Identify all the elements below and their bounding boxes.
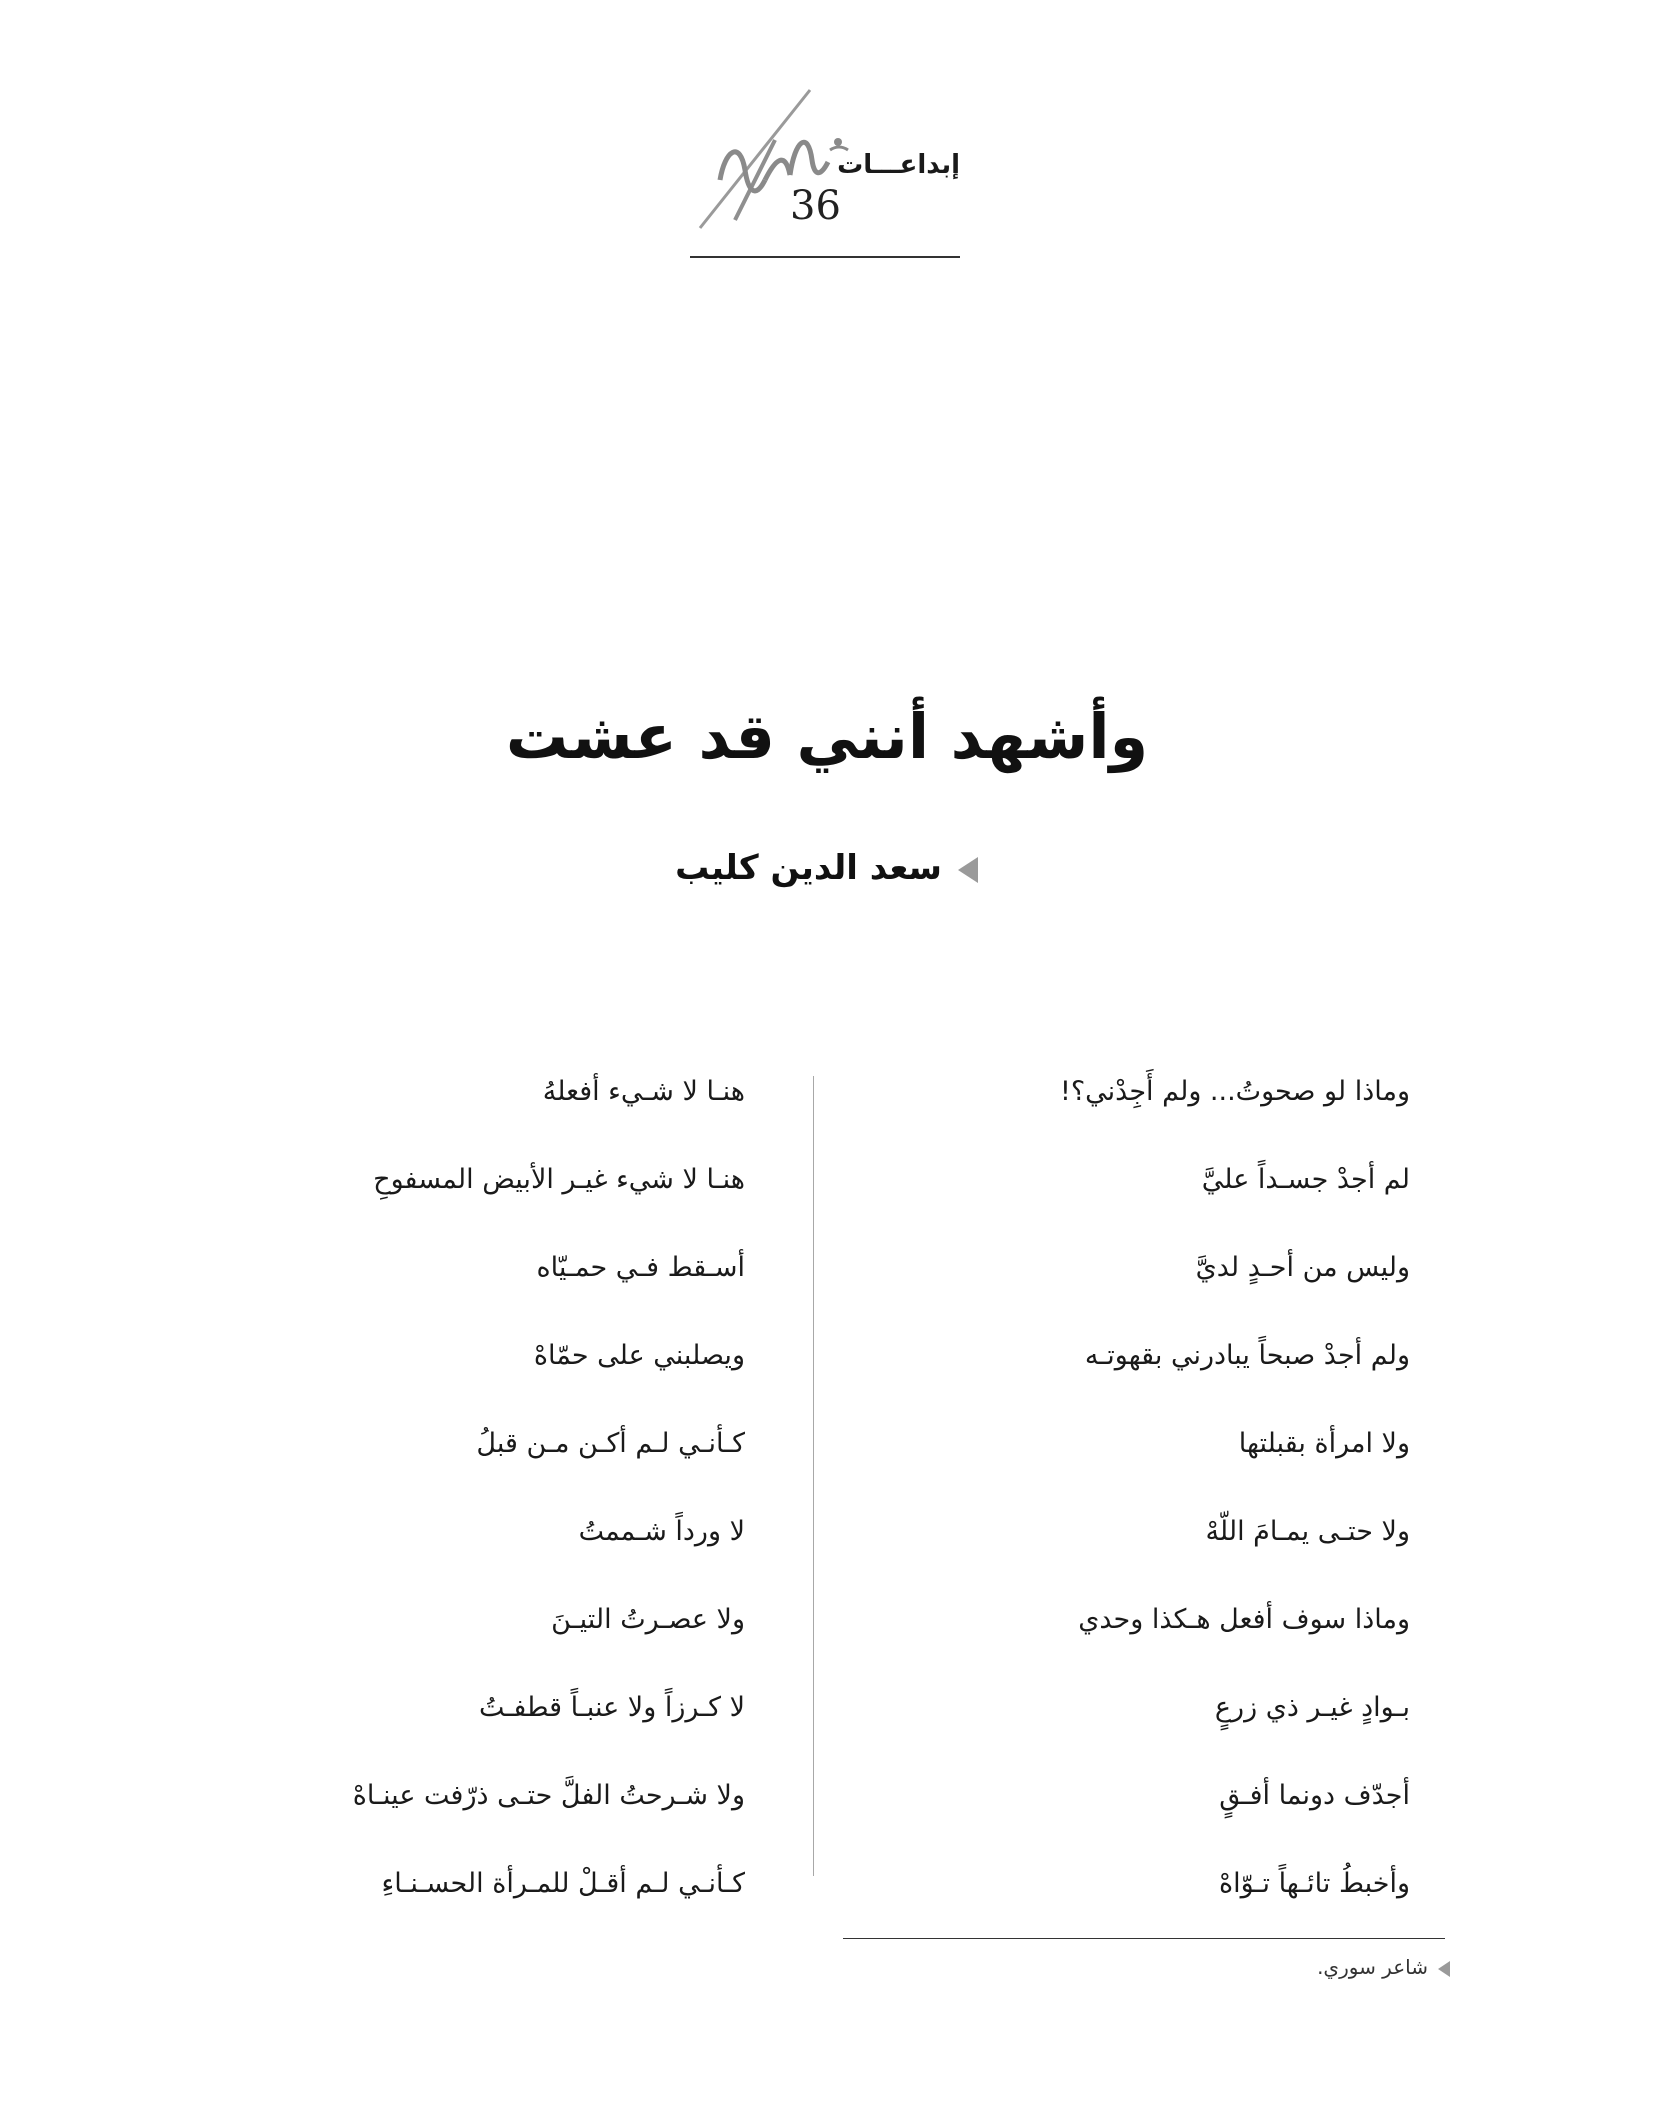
poem-line: وماذا سوف أفعل هـكذا وحدي: [1078, 1604, 1410, 1635]
poem-line: أجدّف دونما أفـقٍ: [1219, 1780, 1410, 1811]
poem-line: لم أجدْ جسـداً عليَّ: [1201, 1164, 1410, 1195]
poem-line: وأخبطُ تائـهاً تـوّاهْ: [1218, 1868, 1410, 1899]
triangle-marker-icon: [958, 857, 978, 883]
poem-line: هنـا لا شـيء أفعلهُ: [542, 1076, 745, 1107]
author-name: سعد الدين كليب: [675, 848, 942, 888]
poem-line: هنـا لا شيء غيـر الأبيض المسفوحِ: [373, 1164, 745, 1195]
poem-line: كـأنـي لـم أكـن مـن قبلُ: [476, 1428, 745, 1459]
poem-line: وليس من أحـدٍ لديَّ: [1195, 1252, 1410, 1283]
author-line: [600, 848, 978, 888]
poem-line: ولا حتـى يمـامَ اللّهْ: [1205, 1516, 1410, 1547]
poem-column-right: [960, 1072, 1410, 1952]
poem-line: أسـقط فـي حمـيّاه: [536, 1252, 745, 1283]
poem-column-left: [300, 1072, 745, 1952]
footnote-rule: [843, 1938, 1445, 1939]
poem-line: بـوادٍ غيـر ذي زرعٍ: [1214, 1692, 1410, 1723]
footnote: [1100, 1955, 1450, 1979]
poem-line: ولا شـرحتُ الفلَّ حتـى ذرّفت عينـاهْ: [352, 1780, 745, 1811]
poem-line: لا ورداً شـممتُ: [578, 1516, 745, 1547]
section-label: إبداعـــات: [837, 150, 960, 180]
triangle-marker-icon: [1438, 1961, 1450, 1977]
poem-line: ولم أجدْ صبحاً يبادرني بقهوتـه: [1084, 1340, 1410, 1371]
poem-line: لا كـرزاً ولا عنبـاً قطفـتُ: [478, 1692, 745, 1723]
poem-line: ولا عصـرتُ التيـنَ: [551, 1604, 745, 1635]
poem-line: ولا امرأة بقبلتها: [1238, 1428, 1410, 1459]
footnote-text: شاعر سوري.: [1317, 1955, 1428, 1979]
poem-line: ويصلبني على حمّاهْ: [533, 1340, 745, 1371]
page-number: 36: [790, 183, 841, 229]
column-divider: [813, 1076, 814, 1876]
poem-title: وأشهد أنني قد عشت: [505, 700, 1149, 773]
poem-line: وماذا لو صحوتُ... ولم أَجِدْني؟!: [1060, 1076, 1410, 1107]
poem-line: كـأنـي لـم أقـلْ للمـرأة الحسـنـاءِ: [381, 1868, 745, 1899]
header-rule: [690, 256, 960, 258]
